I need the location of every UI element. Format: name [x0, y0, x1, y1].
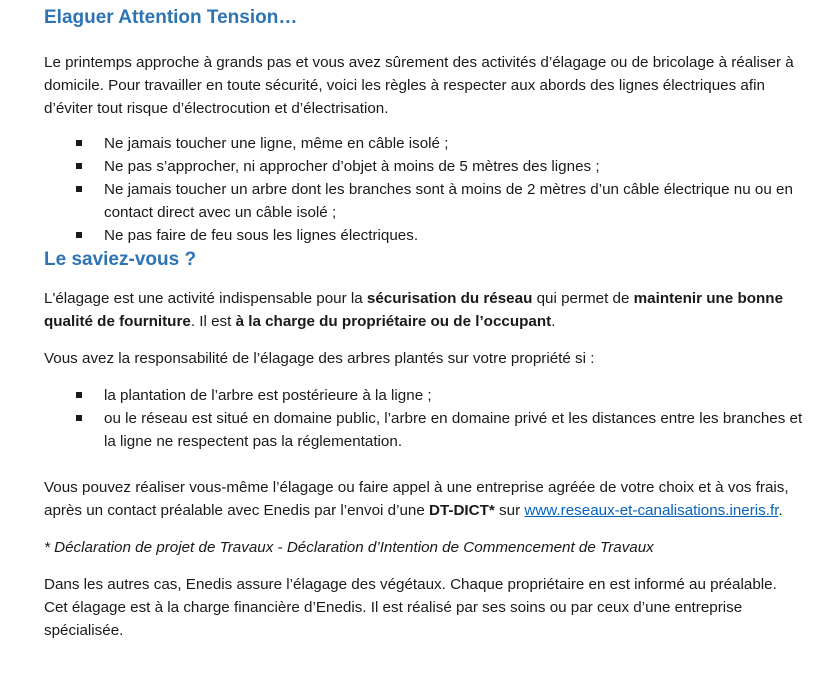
- section-title-elaguer: Elaguer Attention Tension…: [44, 7, 298, 28]
- intro-paragraph: Le printemps approche à grands pas et vous avez sûrement des activités d’élagage ou de bricolage à réaliser à domicile. Pour travailler en toute sécurité, voici les règles à respecter aux abords des lignes électriques afin d’éviter tout risque d’électrocution et d’électrisation.: [44, 54, 794, 117]
- elagage-paragraph: L'élagage est une activité indispensable pour la sécurisation du réseau qui permet de maintenir une bonne qualité de fourniture. Il est à la charge du propriétaire ou de l’occupant.: [44, 290, 784, 330]
- ineris-link[interactable]: www.reseaux-et-canalisations.ineris.fr: [524, 502, 779, 519]
- section-title-saviez-vous: Le saviez-vous ?: [44, 249, 197, 270]
- bullet-icon: [76, 163, 82, 169]
- dt-dict-paragraph: Vous pouvez réaliser vous-même l’élagage ou faire appel à une entreprise agréée de votre choix et à vos frais, après un contact préalable avec Enedis par l’envoi d’une DT-DICT* sur www.reseaux-et-canalisations.ineris.fr.: [44, 479, 789, 519]
- bullet-icon: [76, 140, 82, 146]
- list-item: la plantation de l’arbre est postérieure à la ligne ;: [44, 384, 804, 407]
- list-item: Ne pas faire de feu sous les lignes électriques.: [44, 224, 804, 247]
- list-item: ou le réseau est situé en domaine public, l’arbre en domaine privé et les distances entre les branches et la ligne ne respectent pas la réglementation.: [44, 407, 804, 453]
- enedis-paragraph: Dans les autres cas, Enedis assure l’élagage des végétaux. Chaque propriétaire en est informé au préalable. Cet élagage est à la charge financière d’Enedis. Il est réalisé par ses soins ou par ceux d’une entreprise spécialisée.: [44, 576, 777, 639]
- footnote: * Déclaration de projet de Travaux - Déclaration d’Intention de Commencement de Travaux: [44, 539, 654, 556]
- list-item: Ne jamais toucher un arbre dont les branches sont à moins de 2 mètres d’un câble électrique nu ou en contact direct avec un câble isolé ;: [44, 178, 804, 224]
- list-item: Ne jamais toucher une ligne, même en câble isolé ;: [44, 132, 804, 155]
- conditions-list: [44, 384, 804, 453]
- document-page: [44, 0, 804, 642]
- bullet-icon: [76, 186, 82, 192]
- bullet-icon: [76, 415, 82, 421]
- bullet-icon: [76, 392, 82, 398]
- safety-rules-list: [44, 132, 804, 247]
- responsibility-paragraph: Vous avez la responsabilité de l’élagage des arbres plantés sur votre propriété si :: [44, 350, 595, 367]
- list-item: Ne pas s’approcher, ni approcher d’objet à moins de 5 mètres des lignes ;: [44, 155, 804, 178]
- bullet-icon: [76, 232, 82, 238]
